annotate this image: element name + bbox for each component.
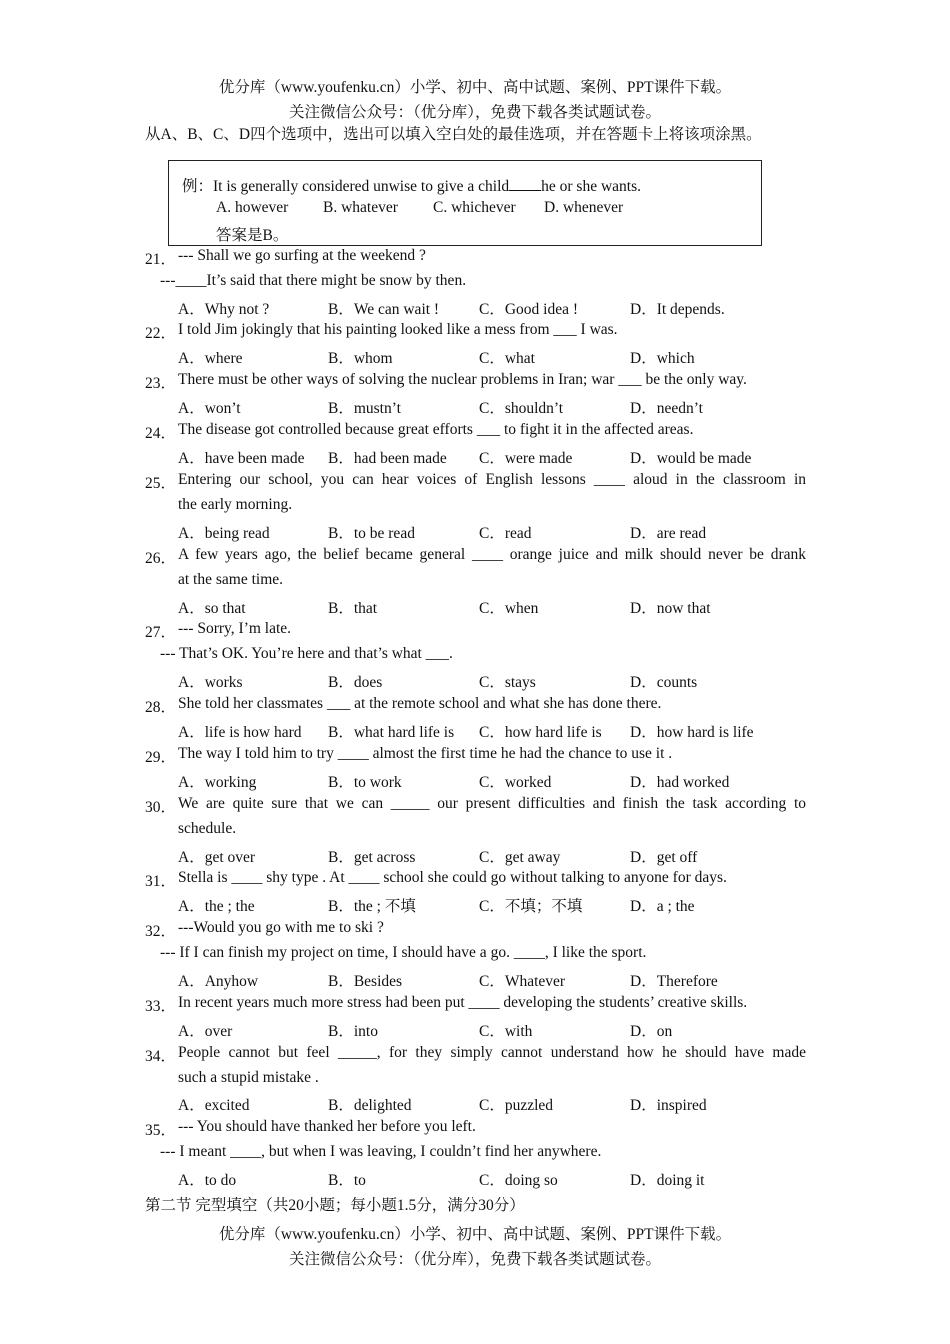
q33-line-1: In recent years much more stress had been put ____ developing the students’ creative skills. (178, 994, 748, 1011)
q28-option-d: D．how hard is life (630, 724, 754, 741)
q35-option-d: D．doing it (630, 1172, 705, 1189)
q31-line-1: Stella is ____ shy type . At ____ school she could go without talking to anyone for days. (178, 869, 727, 886)
q24-option-a: A．have been made (178, 450, 305, 467)
q34-option-c: C．puzzled (479, 1097, 554, 1114)
q31-option-c: C．不填；不填 (479, 898, 583, 915)
q30-option-a: A．get over (178, 849, 256, 866)
q34-option-a: A．excited (178, 1097, 250, 1114)
q23-number: 23． (145, 375, 177, 392)
q35-line-2: --- I meant ____, but when I was leaving, I couldn’t find her anywhere. (160, 1143, 602, 1160)
q33-option-a: A．over (178, 1023, 233, 1040)
q23-option-c: C．shouldn’t (479, 400, 564, 417)
example-option-b: B. whatever (323, 199, 398, 216)
q30-option-d: D．get off (630, 849, 698, 866)
footer-line-1: 优分库（www.youfenku.cn）小学、初中、高中试题、案例、PPT课件下载。 (218, 1226, 732, 1243)
q27-line-1: --- Sorry, I’m late. (178, 620, 292, 637)
q29-number: 29． (145, 749, 177, 766)
q26-line-1: A few years ago, the belief became general ____ orange juice and milk should never be drank (178, 546, 806, 563)
q23-option-d: D．needn’t (630, 400, 703, 417)
q22-option-d: D．which (630, 350, 695, 367)
q29-line-1: The way I told him to try ____ almost the first time he had the chance to use it . (178, 745, 673, 762)
q32-option-d: D．Therefore (630, 973, 718, 990)
q35-line-1: --- You should have thanked her before you left. (178, 1118, 476, 1135)
q32-number: 32． (145, 923, 177, 940)
q34-line-2: such a stupid mistake . (178, 1069, 319, 1086)
q24-line-1: The disease got controlled because great efforts ___ to fight it in the affected areas. (178, 421, 694, 438)
q34-option-d: D．inspired (630, 1097, 707, 1114)
q33-option-d: D．on (630, 1023, 673, 1040)
q27-option-d: D．counts (630, 674, 698, 691)
example-option-c: C. whichever (433, 199, 516, 216)
q26-option-b: B．that (328, 600, 378, 617)
example-answer: 答案是B。 (216, 227, 289, 244)
q21-option-b: B．We can wait ! (328, 301, 440, 318)
q26-number: 26． (145, 550, 177, 567)
q28-number: 28． (145, 699, 177, 716)
q28-option-b: B．what hard life is (328, 724, 455, 741)
q32-line-1: ---Would you go with me to ski ? (178, 919, 384, 936)
q35-option-a: A．to do (178, 1172, 237, 1189)
q27-option-b: B．does (328, 674, 383, 691)
q32-option-b: B．Besides (328, 973, 403, 990)
q35-number: 35． (145, 1122, 177, 1139)
q22-option-c: C．what (479, 350, 535, 367)
q28-option-c: C．how hard life is (479, 724, 602, 741)
q33-option-b: B．into (328, 1023, 378, 1040)
q27-option-a: A．works (178, 674, 243, 691)
q21-option-d: D．It depends. (630, 301, 725, 318)
q22-number: 22． (145, 325, 177, 342)
q34-number: 34． (145, 1048, 177, 1065)
q31-option-d: D．a ; the (630, 898, 695, 915)
q25-option-a: A．being read (178, 525, 270, 542)
q26-line-2: at the same time. (178, 571, 284, 588)
q32-line-2: --- If I can finish my project on time, I should have a go. ____, I like the sport. (160, 944, 647, 961)
q34-option-b: B．delighted (328, 1097, 412, 1114)
q33-number: 33． (145, 998, 177, 1015)
q32-option-a: A．Anyhow (178, 973, 259, 990)
q26-option-d: D．now that (630, 600, 711, 617)
q22-option-a: A．where (178, 350, 243, 367)
footer-line-2: 关注微信公众号：（优分库），免费下载各类试题试卷。 (288, 1251, 661, 1268)
q27-number: 27． (145, 624, 177, 641)
q30-number: 30． (145, 799, 177, 816)
q22-line-1: I told Jim jokingly that his painting looked like a mess from ___ I was. (178, 321, 618, 338)
q30-option-b: B．get across (328, 849, 416, 866)
q29-option-b: B．to work (328, 774, 402, 791)
q25-option-c: C．read (479, 525, 532, 542)
q26-option-a: A．so that (178, 600, 246, 617)
example-stem-prefix: 例：It is generally considered unwise to give a child (182, 178, 510, 195)
header-line-2: 关注微信公众号：（优分库），免费下载各类试题试卷。 (288, 104, 661, 121)
example-option-a: A. however (216, 199, 289, 216)
q21-line-2: ---____It’s said that there might be snow by then. (160, 272, 467, 289)
q29-option-a: A．working (178, 774, 257, 791)
instructions: 从A、B、C、D四个选项中，选出可以填入空白处的最佳选项，并在答题卡上将该项涂黑。 (145, 126, 762, 143)
q30-line-2: schedule. (178, 820, 237, 837)
q31-option-a: A．the ; the (178, 898, 255, 915)
q31-number: 31． (145, 873, 177, 890)
q25-line-1: Entering our school, you can hear voices of English lessons ____ aloud in the classroom in (178, 471, 806, 488)
q24-option-d: D．would be made (630, 450, 752, 467)
q24-number: 24． (145, 425, 177, 442)
q24-option-b: B．had been made (328, 450, 447, 467)
example-stem-suffix: he or she wants. (541, 178, 642, 195)
q24-option-c: C．were made (479, 450, 573, 467)
q25-number: 25． (145, 475, 177, 492)
q32-option-c: C．Whatever (479, 973, 566, 990)
q27-line-2: --- That’s OK. You’re here and that’s what ___. (160, 645, 453, 662)
header-line-1: 优分库（www.youfenku.cn）小学、初中、高中试题、案例、PPT课件下载。 (218, 79, 732, 96)
example-option-d: D. whenever (544, 199, 624, 216)
q21-option-a: A．Why not ? (178, 301, 270, 318)
q34-line-1: People cannot but feel _____, for they simply cannot understand how he should have made (178, 1044, 806, 1061)
q35-option-b: B．to (328, 1172, 366, 1189)
q25-option-d: D．are read (630, 525, 707, 542)
q27-option-c: C．stays (479, 674, 536, 691)
q26-option-c: C．when (479, 600, 539, 617)
q21-number: 21． (145, 251, 177, 268)
q23-option-a: A．won’t (178, 400, 241, 417)
q25-line-2: the early morning. (178, 496, 293, 513)
q31-option-b: B．the ; 不填 (328, 898, 416, 915)
q22-option-b: B．whom (328, 350, 393, 367)
q21-option-c: C．Good idea ! (479, 301, 579, 318)
q25-option-b: B．to be read (328, 525, 415, 542)
q21-line-1: --- Shall we go surfing at the weekend ? (178, 247, 426, 264)
q28-option-a: A．life is how hard (178, 724, 302, 741)
q28-line-1: She told her classmates ___ at the remote school and what she has done there. (178, 695, 662, 712)
section-title: 第二节 完型填空（共20小题；每小题1.5分，满分30分） (145, 1197, 525, 1214)
example-stem (182, 174, 641, 196)
q29-option-d: D．had worked (630, 774, 730, 791)
q23-line-1: There must be other ways of solving the nuclear problems in Iran; war ___ be the only way. (178, 371, 747, 388)
q29-option-c: C．worked (479, 774, 552, 791)
q33-option-c: C．with (479, 1023, 533, 1040)
example-blank (509, 176, 541, 191)
q30-line-1: We are quite sure that we can _____ our present difficulties and finish the task according to (178, 795, 806, 812)
q35-option-c: C．doing so (479, 1172, 558, 1189)
q30-option-c: C．get away (479, 849, 561, 866)
q23-option-b: B．mustn’t (328, 400, 401, 417)
